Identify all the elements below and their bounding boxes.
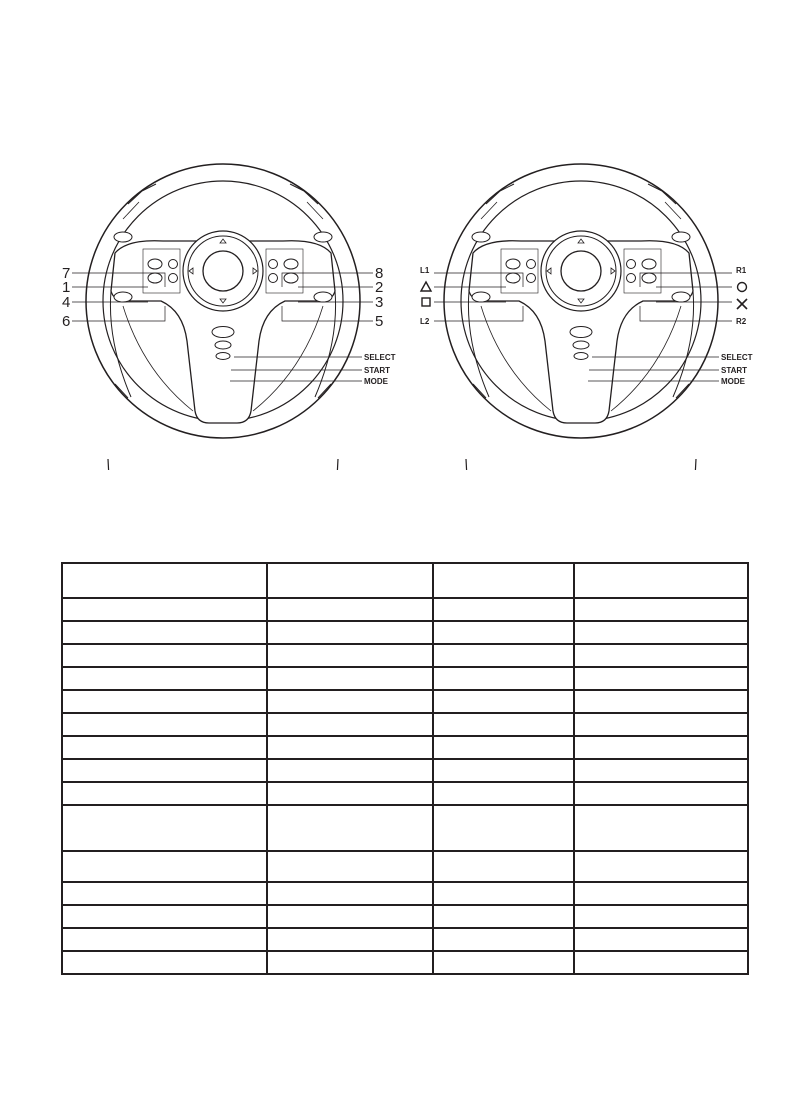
table-cell bbox=[267, 905, 433, 928]
table-cell bbox=[433, 621, 574, 644]
table-row bbox=[62, 805, 748, 851]
table-cell bbox=[574, 782, 748, 805]
table-cell bbox=[267, 782, 433, 805]
table-cell bbox=[433, 951, 574, 974]
table-cell bbox=[433, 928, 574, 951]
table-row bbox=[62, 782, 748, 805]
table-cell bbox=[62, 928, 267, 951]
cross-icon bbox=[737, 299, 747, 309]
table-cell bbox=[267, 563, 433, 598]
label-start-right: START bbox=[721, 366, 748, 375]
table-cell bbox=[574, 805, 748, 851]
table-cell bbox=[433, 713, 574, 736]
table-cell bbox=[433, 882, 574, 905]
table-cell bbox=[267, 644, 433, 667]
table-row bbox=[62, 882, 748, 905]
table-header-row bbox=[62, 563, 748, 598]
table-cell bbox=[267, 759, 433, 782]
table-cell bbox=[267, 851, 433, 882]
label-4: 4 bbox=[62, 294, 71, 311]
table-cell bbox=[267, 882, 433, 905]
table-cell bbox=[62, 951, 267, 974]
table-cell bbox=[574, 736, 748, 759]
table-cell bbox=[62, 598, 267, 621]
label-start: START bbox=[364, 366, 391, 375]
table-cell bbox=[433, 563, 574, 598]
table-cell bbox=[62, 905, 267, 928]
table-cell bbox=[574, 621, 748, 644]
left-wheel bbox=[62, 164, 396, 470]
label-8: 8 bbox=[375, 265, 384, 282]
table-cell bbox=[433, 598, 574, 621]
table-cell bbox=[574, 882, 748, 905]
table-cell bbox=[574, 951, 748, 974]
table-row bbox=[62, 951, 748, 974]
label-select: SELECT bbox=[364, 353, 396, 362]
table-cell bbox=[62, 805, 267, 851]
table-cell bbox=[433, 905, 574, 928]
table-cell bbox=[62, 621, 267, 644]
table-cell bbox=[574, 759, 748, 782]
table-cell bbox=[433, 644, 574, 667]
table-cell bbox=[574, 644, 748, 667]
label-l2: L2 bbox=[420, 317, 430, 326]
table-row bbox=[62, 851, 748, 882]
table-cell bbox=[574, 563, 748, 598]
table-cell bbox=[62, 563, 267, 598]
table-row bbox=[62, 644, 748, 667]
table-cell bbox=[267, 598, 433, 621]
label-6: 6 bbox=[62, 313, 71, 330]
table-cell bbox=[62, 667, 267, 690]
table-row bbox=[62, 905, 748, 928]
table-row bbox=[62, 690, 748, 713]
label-r2: R2 bbox=[736, 317, 747, 326]
table-cell bbox=[433, 667, 574, 690]
table-cell bbox=[574, 713, 748, 736]
square-icon bbox=[422, 298, 430, 306]
label-mode-right: MODE bbox=[721, 377, 745, 386]
table-cell bbox=[267, 805, 433, 851]
table-cell bbox=[267, 690, 433, 713]
label-r1: R1 bbox=[736, 266, 747, 275]
label-5: 5 bbox=[375, 313, 384, 330]
table-cell bbox=[574, 905, 748, 928]
table-row bbox=[62, 713, 748, 736]
table-cell bbox=[62, 759, 267, 782]
label-l1: L1 bbox=[420, 266, 430, 275]
right-wheel bbox=[420, 164, 753, 470]
table-cell bbox=[574, 851, 748, 882]
table-cell bbox=[62, 736, 267, 759]
table-cell bbox=[267, 713, 433, 736]
table-row bbox=[62, 928, 748, 951]
table-cell bbox=[267, 736, 433, 759]
table-row bbox=[62, 598, 748, 621]
table-cell bbox=[574, 690, 748, 713]
table-cell bbox=[433, 759, 574, 782]
table-cell bbox=[433, 736, 574, 759]
table-cell bbox=[62, 690, 267, 713]
label-3: 3 bbox=[375, 294, 384, 311]
table-cell bbox=[574, 928, 748, 951]
label-1: 1 bbox=[62, 279, 71, 296]
label-mode: MODE bbox=[364, 377, 388, 386]
label-7: 7 bbox=[62, 265, 71, 282]
triangle-icon bbox=[421, 282, 431, 291]
table-cell bbox=[62, 782, 267, 805]
table-cell bbox=[62, 882, 267, 905]
table-cell bbox=[62, 644, 267, 667]
label-2: 2 bbox=[375, 279, 384, 296]
table-cell bbox=[62, 713, 267, 736]
circle-icon bbox=[738, 283, 747, 292]
table-cell bbox=[267, 621, 433, 644]
table-row bbox=[62, 667, 748, 690]
label-select-right: SELECT bbox=[721, 353, 753, 362]
table-cell bbox=[433, 851, 574, 882]
table-row bbox=[62, 736, 748, 759]
table-cell bbox=[267, 928, 433, 951]
table-cell bbox=[433, 690, 574, 713]
table-row bbox=[62, 759, 748, 782]
table-cell bbox=[433, 805, 574, 851]
table-row bbox=[62, 621, 748, 644]
button-mapping-table bbox=[61, 562, 749, 975]
table-cell bbox=[267, 951, 433, 974]
table-cell bbox=[62, 851, 267, 882]
table-cell bbox=[574, 667, 748, 690]
steering-wheel-diagrams bbox=[0, 0, 808, 470]
table-cell bbox=[433, 782, 574, 805]
table-cell bbox=[267, 667, 433, 690]
table-cell bbox=[574, 598, 748, 621]
